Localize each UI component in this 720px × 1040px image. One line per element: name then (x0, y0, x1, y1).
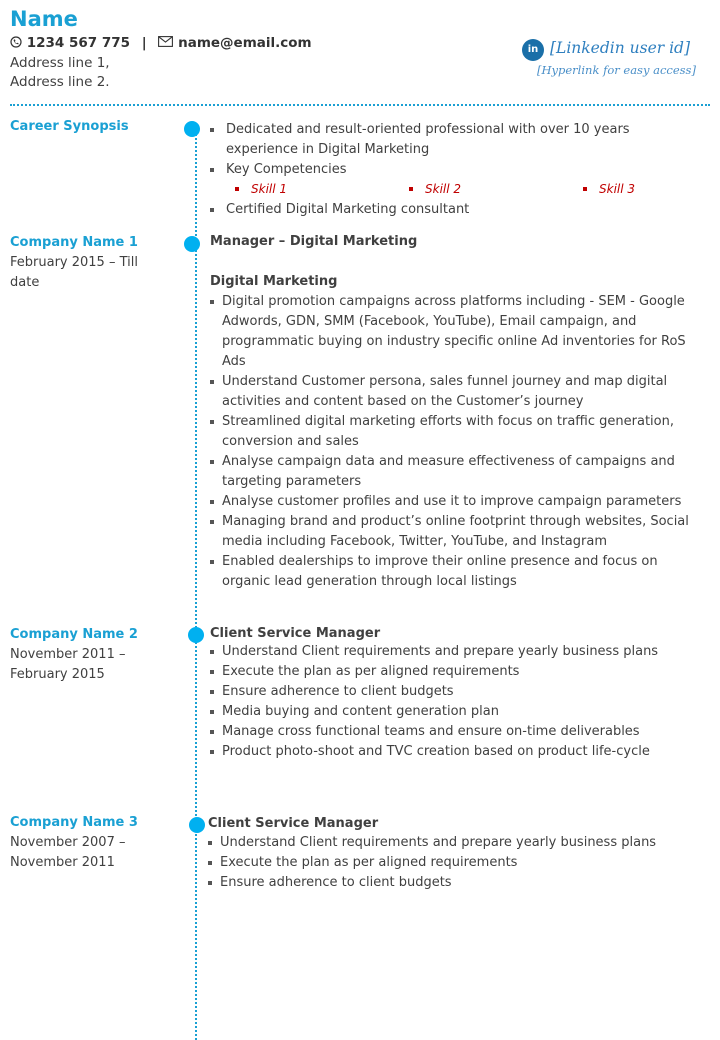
list-item: Ensure adherence to client budgets (207, 873, 702, 893)
list-item: Digital promotion campaigns across platforms including - SEM - Google Adwords, GDN, SMM (Facebook, YouTube), Email campaign, and programmatic buying on industry specific online Ad inventories for RoS Ads (209, 292, 704, 372)
company-1-dates: February 2015 – Till date (10, 255, 138, 290)
career-synopsis-title: Career Synopsis (10, 119, 129, 134)
synopsis-list (209, 120, 699, 220)
list-item: Understand Client requirements and prepare yearly business plans (207, 833, 702, 853)
company-3-list (207, 833, 702, 893)
phone-number[interactable]: 1234 567 775 (26, 35, 131, 51)
list-item: Understand Client requirements and prepare yearly business plans (209, 642, 704, 662)
company-1-subhead: Digital Marketing (210, 274, 338, 289)
contact-separator: | (141, 35, 147, 51)
company-1-title: Company Name 1 (10, 235, 138, 250)
company-2-list (209, 642, 704, 762)
list-item: Key Competencies (209, 160, 699, 180)
list-item: Understand Customer persona, sales funnel journey and map digital activities and content based on the Customer’s journey (209, 372, 704, 412)
list-item: Product photo-shoot and TVC creation based on product life-cycle (209, 742, 704, 762)
company-2-dates: November 2011 – February 2015 (10, 647, 126, 682)
list-item: Certified Digital Marketing consultant (209, 200, 699, 220)
list-item: Execute the plan as per aligned requirements (209, 662, 704, 682)
list-item: Media buying and content generation plan (209, 702, 704, 722)
contact-line (10, 35, 312, 51)
linkedin-user-id[interactable]: [Linkedin user id] (550, 39, 691, 57)
skill-item: Skill 3 (599, 182, 636, 196)
company-3-dates: November 2007 – November 2011 (10, 835, 126, 870)
skill-item: Skill 1 (251, 182, 288, 196)
company-3-title: Company Name 3 (10, 815, 138, 830)
list-item: Execute the plan as per aligned requirements (207, 853, 702, 873)
list-item: Ensure adherence to client budgets (209, 682, 704, 702)
company-1-list (209, 292, 704, 592)
header-divider (10, 104, 710, 106)
timeline-dot (188, 627, 204, 643)
list-item: Streamlined digital marketing efforts with focus on traffic generation, conversion and sales (209, 412, 704, 452)
phone-icon (10, 35, 27, 51)
timeline-line (195, 131, 197, 1040)
list-item: Dedicated and result-oriented professional with over 10 years experience in Digital Marketing (209, 120, 699, 160)
list-item: Enabled dealerships to improve their online presence and focus on organic lead generation through local listings (209, 552, 704, 592)
timeline-dot (184, 121, 200, 137)
skill-item: Skill 2 (425, 182, 462, 196)
address-line-2: Address line 2. (10, 74, 110, 90)
resume-name: Name (10, 7, 78, 31)
email-address[interactable]: name@email.com (178, 35, 312, 51)
company-1-role: Manager – Digital Marketing (210, 234, 418, 249)
list-item: Managing brand and product’s online footprint through websites, Social media including Facebook, Twitter, YouTube, and Instagram (209, 512, 704, 552)
envelope-icon (158, 35, 178, 51)
company-3-role: Client Service Manager (208, 816, 379, 831)
linkedin-icon[interactable]: in (522, 39, 544, 61)
timeline-dot (184, 236, 200, 252)
list-item: Analyse customer profiles and use it to improve campaign parameters (209, 492, 704, 512)
linkedin-hint: [Hyperlink for easy access] (537, 63, 696, 77)
timeline-dot (189, 817, 205, 833)
company-2-role: Client Service Manager (210, 626, 381, 641)
address-line-1: Address line 1, (10, 55, 110, 71)
company-2-title: Company Name 2 (10, 627, 138, 642)
list-item: Manage cross functional teams and ensure on-time deliverables (209, 722, 704, 742)
list-item: Analyse campaign data and measure effectiveness of campaigns and targeting parameters (209, 452, 704, 492)
